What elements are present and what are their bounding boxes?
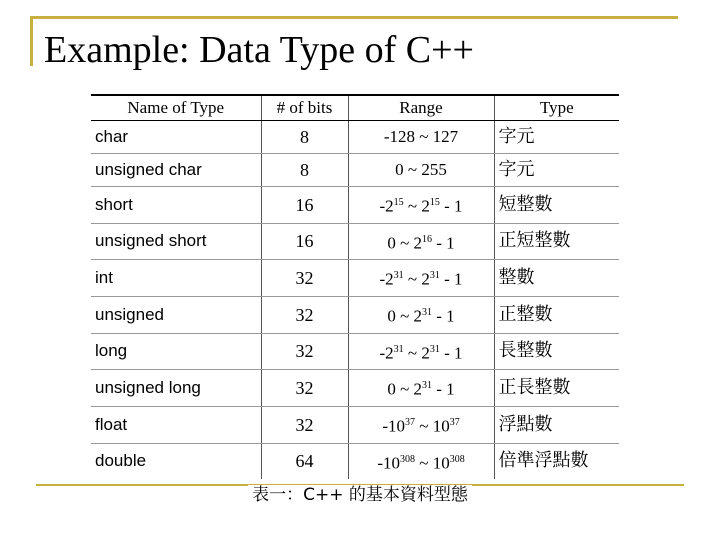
range-separator: ~	[403, 269, 422, 289]
table-row	[91, 370, 619, 407]
cell-bits: 16	[261, 187, 348, 224]
header-type: Type	[494, 95, 619, 121]
cell-name: char	[91, 121, 261, 154]
range-high-exponent: 15	[429, 197, 440, 208]
range-separator: ~	[395, 233, 414, 253]
cell-chinese-type: 字元	[494, 121, 619, 154]
range-separator: ~	[403, 343, 422, 363]
range-high-base: 2	[413, 306, 423, 326]
header-bits: # of bits	[261, 95, 348, 121]
table-row	[91, 121, 619, 154]
range-high-base: 2	[421, 343, 430, 363]
range-high-base: 2	[413, 379, 423, 399]
cell-name: unsigned short	[91, 223, 261, 260]
cell-bits: 32	[261, 296, 348, 333]
range-low-exponent: 308	[399, 453, 415, 465]
table-caption: 表一：C++ 的基本資料型態	[248, 485, 472, 505]
range-low-base: -2	[379, 343, 394, 363]
table-row	[91, 296, 619, 333]
cell-range	[348, 370, 494, 407]
table-row	[91, 406, 619, 443]
range-low-base: 0	[387, 379, 396, 399]
range-separator: ~	[414, 416, 433, 436]
range-high-exponent: 31	[429, 343, 440, 355]
cell-range	[348, 260, 494, 297]
header-range: Range	[348, 95, 494, 121]
cell-bits: 32	[261, 260, 348, 297]
range-low-exponent: 15	[393, 197, 404, 208]
range-separator: ~	[414, 453, 433, 473]
slide-frame-left	[30, 16, 33, 66]
cell-name: long	[91, 333, 261, 370]
cell-chinese-type: 浮點數	[494, 406, 619, 443]
range-separator: ~	[395, 379, 414, 399]
table-row	[91, 187, 619, 224]
range-low-exponent: 37	[404, 416, 415, 428]
cell-bits: 32	[261, 370, 348, 407]
cell-range	[348, 333, 494, 370]
cell-chinese-type: 整數	[494, 260, 619, 297]
cell-chinese-type: 正長整數	[494, 370, 619, 407]
table-row	[91, 260, 619, 297]
table-caption-wrapper	[0, 484, 720, 506]
range-tail: - 1	[432, 233, 455, 253]
cell-bits: 8	[261, 154, 348, 187]
cell-chinese-type: 正短整數	[494, 223, 619, 260]
cell-name: unsigned	[91, 296, 261, 333]
table-header-row	[91, 95, 619, 121]
table-row	[91, 333, 619, 370]
cell-range	[348, 406, 494, 443]
cell-name: unsigned char	[91, 154, 261, 187]
range-high-base: 10	[432, 453, 450, 473]
range-high-exponent: 37	[449, 416, 460, 428]
cell-range	[348, 223, 494, 260]
range-separator: ~	[403, 196, 422, 216]
range-high-base: 2	[421, 269, 430, 289]
range-low-base: 0	[387, 233, 396, 253]
table-row	[91, 443, 619, 479]
range-low-base: -2	[379, 269, 394, 289]
range-low-exponent: 31	[393, 270, 404, 282]
range-low-base: 0	[387, 306, 396, 326]
range-separator: ~	[395, 306, 414, 326]
range-high-exponent: 31	[422, 380, 433, 392]
cell-chinese-type: 長整數	[494, 333, 619, 370]
data-type-table-container	[91, 94, 619, 473]
cell-range	[348, 187, 494, 224]
range-low-base: -2	[379, 196, 394, 216]
cell-bits: 8	[261, 121, 348, 154]
range-low-exponent: 31	[393, 343, 404, 355]
data-type-table	[91, 94, 619, 479]
cell-name: int	[91, 260, 261, 297]
cell-bits: 64	[261, 443, 348, 479]
cell-name: double	[91, 443, 261, 479]
cell-bits: 16	[261, 223, 348, 260]
range-tail: - 1	[432, 379, 455, 399]
range-high-exponent: 308	[449, 453, 465, 465]
cell-range	[348, 296, 494, 333]
range-tail: - 1	[432, 306, 455, 326]
range-low-base: -10	[382, 416, 405, 436]
cell-chinese-type: 短整數	[494, 187, 619, 224]
cell-name: float	[91, 406, 261, 443]
cell-range	[348, 443, 494, 479]
range-tail: - 1	[439, 343, 463, 363]
range-high-base: 2	[421, 196, 430, 216]
cell-chinese-type: 字元	[494, 154, 619, 187]
cell-name: short	[91, 187, 261, 224]
slide-title: Example: Data Type of C++	[44, 29, 474, 71]
range-high-base: 2	[413, 233, 423, 253]
range-high-exponent: 16	[422, 233, 433, 245]
cell-chinese-type: 正整數	[494, 296, 619, 333]
range-high-base: 10	[432, 416, 450, 436]
cell-bits: 32	[261, 406, 348, 443]
range-low-base: -10	[377, 453, 400, 473]
range-tail: - 1	[439, 196, 463, 216]
range-high-exponent: 31	[422, 306, 433, 318]
cell-range: 0 ~ 255	[348, 154, 494, 187]
cell-chinese-type: 倍準浮點數	[498, 450, 589, 472]
cell-name: unsigned long	[91, 370, 261, 407]
table-row	[91, 223, 619, 260]
range-tail: - 1	[439, 269, 463, 289]
header-name-of-type: Name of Type	[91, 95, 261, 121]
table-row	[91, 154, 619, 187]
slide-frame-top	[30, 16, 678, 19]
cell-range: -128 ~ 127	[348, 121, 494, 154]
cell-bits: 32	[261, 333, 348, 370]
range-high-exponent: 31	[429, 270, 440, 282]
